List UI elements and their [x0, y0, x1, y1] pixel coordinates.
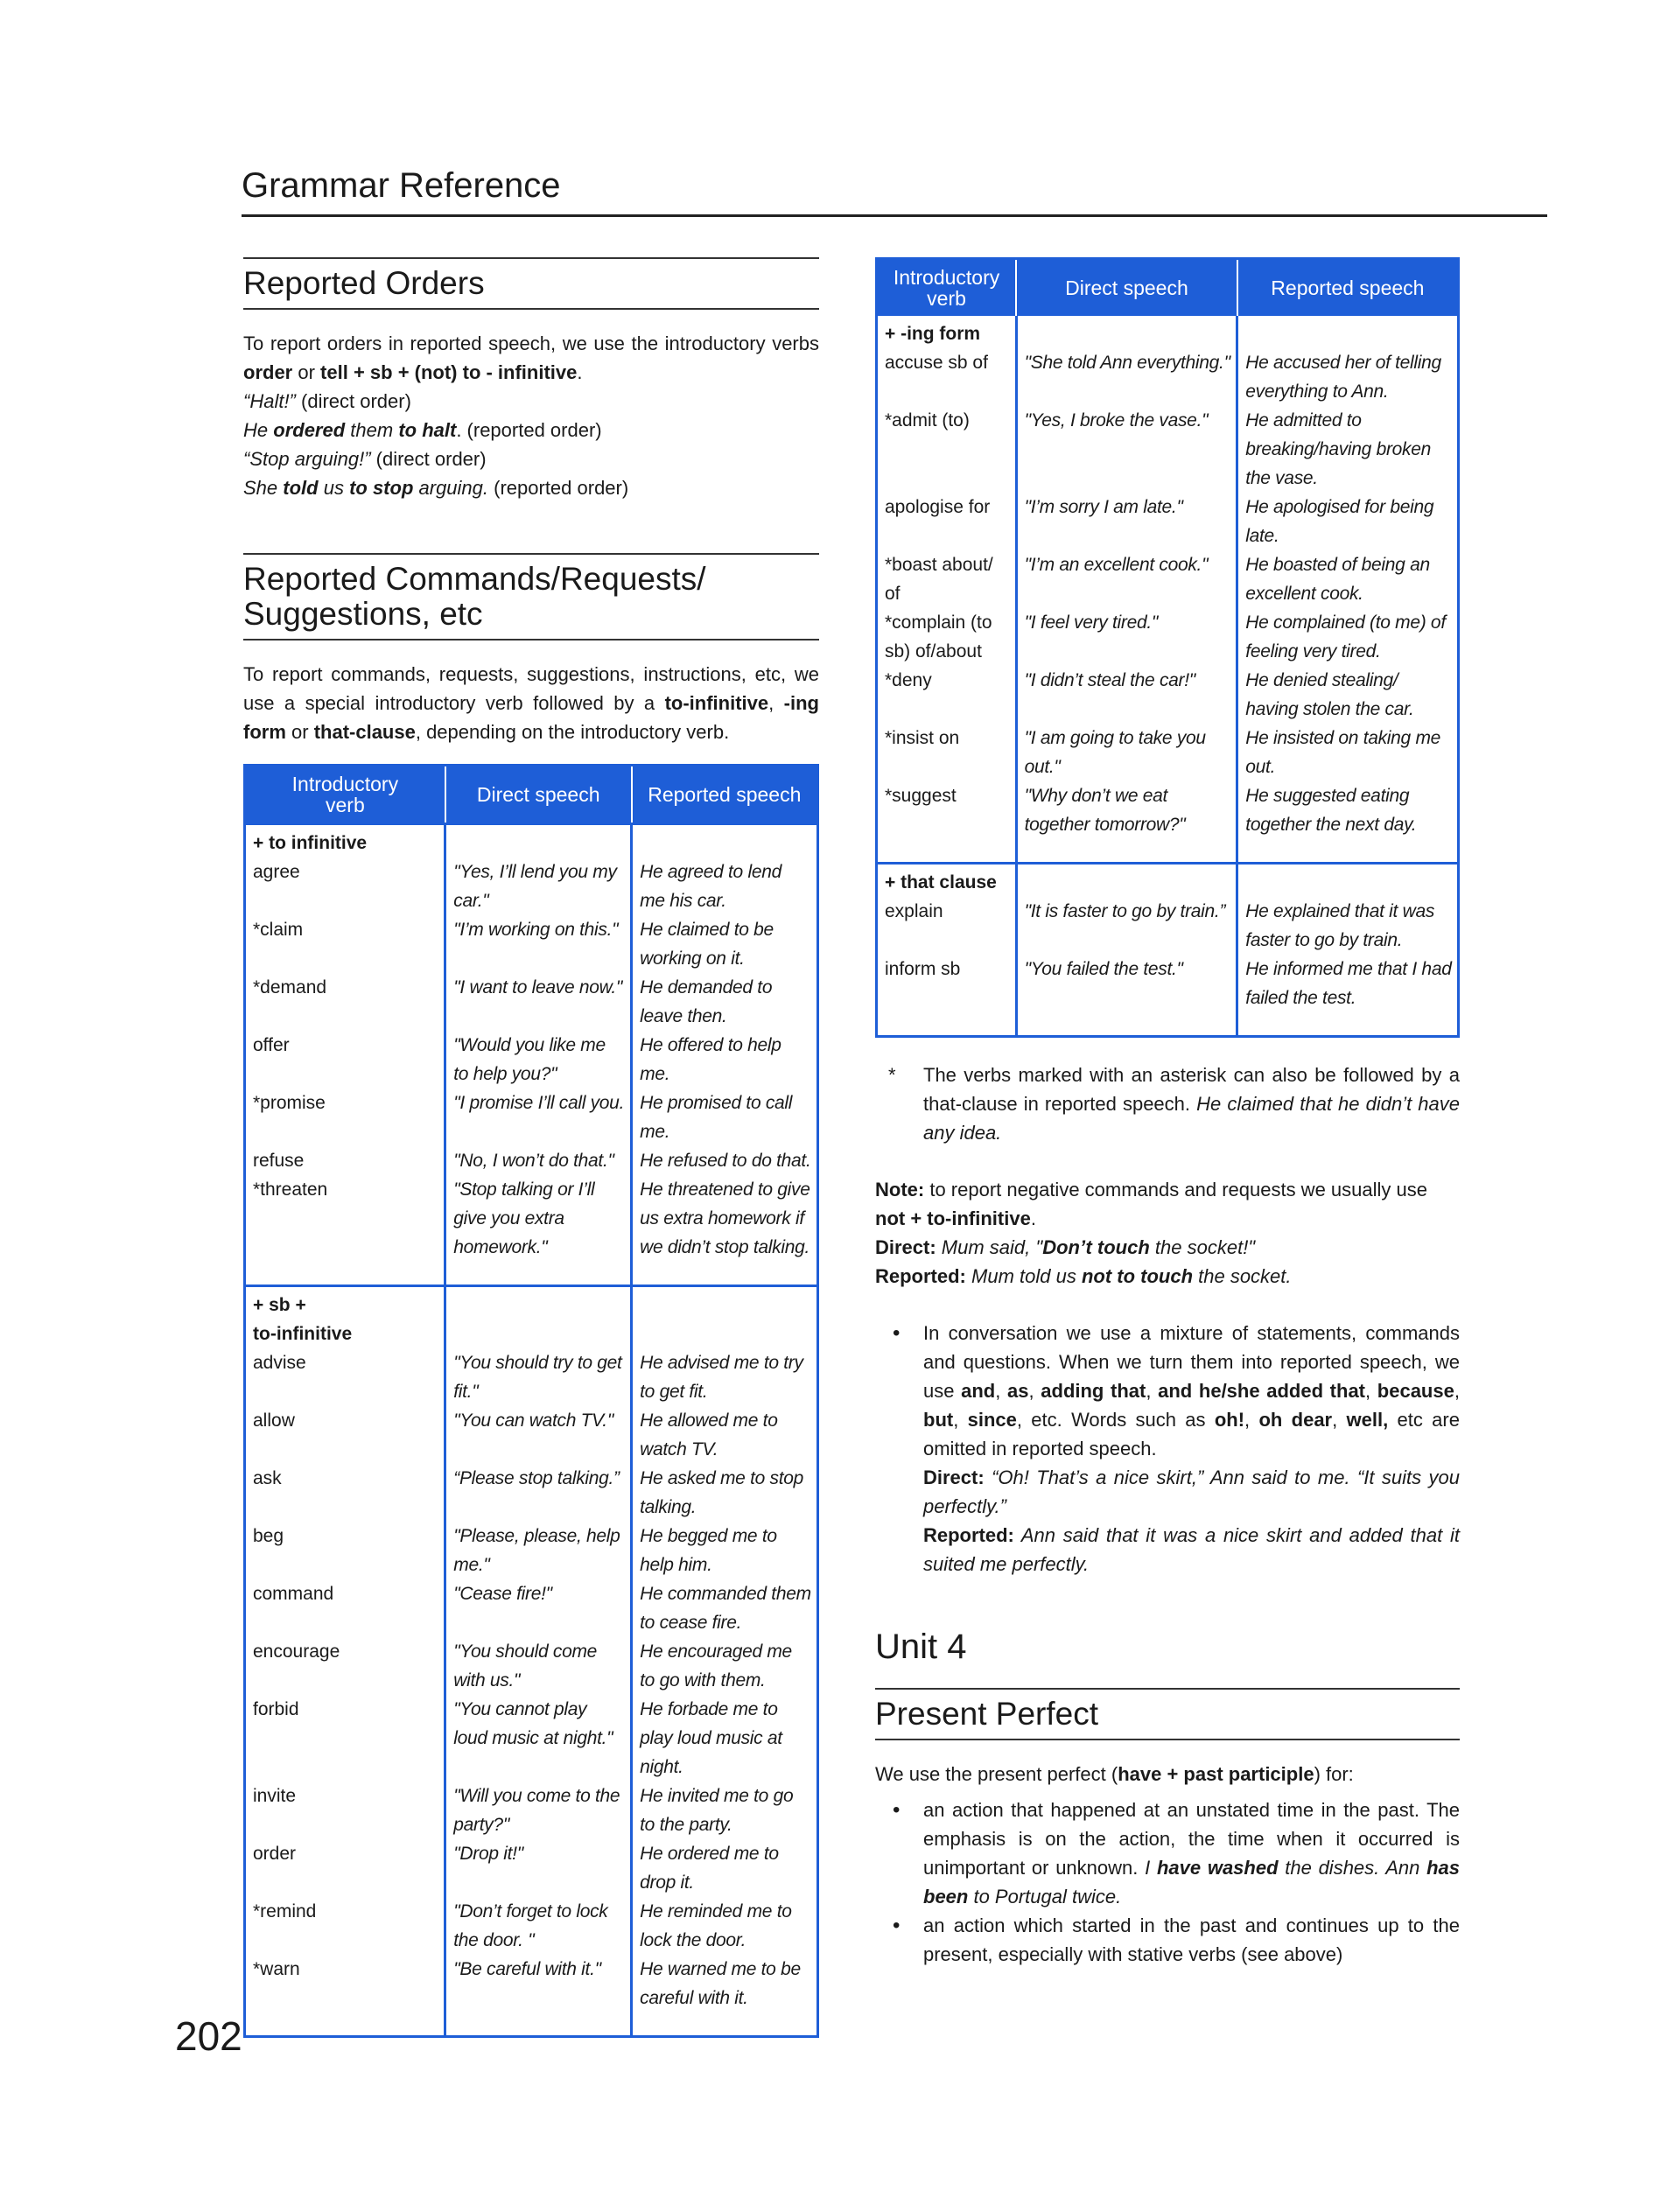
reported-speech-cell: He complained (to me) of feeling very tired.	[1237, 608, 1459, 666]
header-introductory-verb: Introductory verb	[245, 766, 445, 824]
reported-speech-cell: He demanded to leave then.	[632, 973, 818, 1031]
verb-cell: *insist on	[885, 728, 960, 748]
table-header-row	[245, 766, 818, 824]
direct-speech-cell: "I am going to take you out."	[1016, 724, 1237, 781]
reported-speech-cell: He suggested eating together the next day.	[1237, 781, 1459, 839]
reported-speech-cell: He allowed me to watch TV.	[632, 1406, 818, 1464]
header-direct-speech: Direct speech	[445, 766, 632, 824]
group-header-row	[245, 824, 818, 858]
table-row	[245, 973, 818, 1031]
example-4: She told us to stop arguing. (reported order)	[243, 477, 629, 499]
table-row	[877, 666, 1459, 724]
verb-cell: *suggest	[885, 786, 957, 806]
verb-cell: advise	[253, 1353, 306, 1373]
reported-speech-cell: He offered to help me.	[632, 1031, 818, 1088]
direct-speech-cell: "It is faster to go by train.”	[1016, 897, 1237, 955]
table-row	[245, 858, 818, 915]
direct-speech-cell: "Drop it!"	[445, 1839, 632, 1897]
note-reported-example: Reported: Mum told us not to touch the socket.	[875, 1265, 1292, 1287]
direct-speech-cell: "She told Ann everything."	[1016, 348, 1237, 406]
reported-orders-title: Reported Orders	[243, 257, 819, 310]
table-row	[245, 1897, 818, 1955]
direct-speech-cell: "You should come with us."	[445, 1637, 632, 1695]
direct-speech-cell: "I’m an excellent cook."	[1016, 550, 1237, 608]
direct-speech-cell: "Will you come to the party?"	[445, 1782, 632, 1839]
table-row	[877, 897, 1459, 955]
reported-speech-cell: He threatened to give us extra homework if we didn’t stop talking.	[632, 1175, 818, 1262]
table-row	[245, 1146, 818, 1175]
direct-speech-cell: "You should try to get fit."	[445, 1348, 632, 1406]
reported-speech-cell: He commanded them to cease fire.	[632, 1579, 818, 1637]
table-row	[877, 955, 1459, 1012]
direct-speech-cell: "I didn’t steal the car!"	[1016, 666, 1237, 724]
reported-speech-cell: He advised me to try to get fit.	[632, 1348, 818, 1406]
verb-cell: *admit (to)	[885, 410, 970, 430]
reported-speech-cell: He reminded me to lock the door.	[632, 1897, 818, 1955]
reported-speech-cell: He admitted to breaking/having broken the vase.	[1237, 406, 1459, 493]
header-reported-speech: Reported speech	[632, 766, 818, 824]
verb-cell: refuse	[253, 1151, 305, 1171]
verb-cell: *warn	[253, 1959, 300, 1979]
table-row	[245, 1695, 818, 1782]
verb-cell: apologise for	[885, 497, 991, 517]
verb-cell: command	[253, 1584, 334, 1604]
direct-speech-cell: "Yes, I’ll lend you my car."	[445, 858, 632, 915]
reported-orders-intro: To report orders in reported speech, we use the introductory verbs order or tell + sb + (not) to - infinitive.	[243, 332, 819, 383]
reported-speech-cell: He promised to call me.	[632, 1088, 818, 1146]
group-label: + to infinitive	[245, 824, 445, 858]
direct-speech-cell: “Please stop talking.”	[445, 1464, 632, 1522]
left-column	[243, 257, 819, 2038]
reported-speech-cell: He explained that it was faster to go by train.	[1237, 897, 1459, 955]
verb-cell: *deny	[885, 670, 932, 690]
table-row	[877, 550, 1459, 608]
verb-cell: *claim	[253, 920, 304, 940]
verb-cell: beg	[253, 1526, 284, 1546]
table-row	[245, 1088, 818, 1146]
reported-speech-cell: He boasted of being an excellent cook.	[1237, 550, 1459, 608]
table-row	[877, 406, 1459, 493]
group-label: + sb + to-infinitive	[245, 1286, 445, 1349]
direct-speech-cell: "I feel very tired."	[1016, 608, 1237, 666]
reported-speech-cell: He denied stealing/ having stolen the car.	[1237, 666, 1459, 724]
spacer-row	[877, 1012, 1459, 1037]
table-row	[245, 1175, 818, 1262]
direct-speech-cell: "I promise I’ll call you.	[445, 1088, 632, 1146]
reported-speech-cell: He informed me that I had failed the test.	[1237, 955, 1459, 1012]
direct-speech-cell: "Be careful with it."	[445, 1955, 632, 2012]
verb-cell: explain	[885, 901, 943, 921]
direct-speech-cell: "Stop talking or I’ll give you extra homework."	[445, 1175, 632, 1262]
table-row	[245, 915, 818, 973]
table-row	[245, 1522, 818, 1579]
reported-speech-cell: He claimed to be working on it.	[632, 915, 818, 973]
reported-verbs-table-right	[875, 257, 1460, 1038]
table-row	[245, 1464, 818, 1522]
verb-cell: inform sb	[885, 959, 961, 979]
verb-cell: ask	[253, 1468, 282, 1488]
negative-commands-note: Note: to report negative commands and requests we usually use not + to-infinitive. Direct: Mum said, "Don’t touch the socket!" Reported: Mum told us not to touch the socket.	[875, 1175, 1460, 1291]
table-row	[877, 493, 1459, 550]
spacer-row	[245, 1262, 818, 1286]
group-header-row	[877, 864, 1459, 898]
reported-commands-intro: To report commands, requests, suggestions, instructions, etc, we use a special introductory verb followed by a to-infinitive, -ing form or that-clause, depending on the introductory verb.	[243, 663, 819, 743]
table-row	[877, 348, 1459, 406]
table-row	[245, 1839, 818, 1897]
group-label: + that clause	[877, 864, 1017, 898]
group-header-row	[877, 316, 1459, 348]
reported-verbs-table-left	[243, 764, 819, 2038]
example-1: “Halt!” (direct order)	[243, 390, 411, 412]
list-item: • an action that happened at an unstated time in the past. The emphasis is on the action, the time when it occurred is unimportant or unknown. I have washed the dishes. Ann has been to Portugal twice.	[923, 1796, 1460, 1911]
direct-speech-cell: "You can watch TV."	[445, 1406, 632, 1464]
table-row	[245, 1579, 818, 1637]
present-perfect-title: Present Perfect	[875, 1688, 1460, 1740]
verb-cell: invite	[253, 1786, 297, 1806]
direct-speech-cell: "You failed the test."	[1016, 955, 1237, 1012]
reported-speech-cell: He forbade me to play loud music at night.	[632, 1695, 818, 1782]
table-row	[245, 1782, 818, 1839]
verb-cell: order	[253, 1844, 297, 1864]
group-label: + -ing form	[885, 324, 981, 344]
table-row	[245, 1637, 818, 1695]
spacer-row	[245, 2012, 818, 2037]
reported-speech-cell: He invited me to go to the party.	[632, 1782, 818, 1839]
page-title: Grammar Reference	[242, 166, 561, 205]
reported-speech-cell: He accused her of telling everything to Ann.	[1237, 348, 1459, 406]
reported-speech-cell: He encouraged me to go with them.	[632, 1637, 818, 1695]
spacer-row	[877, 839, 1459, 864]
verb-cell: *boast about/ of	[885, 555, 993, 604]
verb-cell: *remind	[253, 1901, 317, 1922]
table-row	[877, 608, 1459, 666]
conversation-bullet-list	[875, 1319, 1460, 1578]
direct-speech-cell: "I’m sorry I am late."	[1016, 493, 1237, 550]
reported-speech-cell: He warned me to be careful with it.	[632, 1955, 818, 2012]
verb-cell: *promise	[253, 1093, 326, 1113]
direct-speech-cell: "Yes, I broke the vase."	[1016, 406, 1237, 493]
table-row	[245, 1348, 818, 1406]
present-perfect-bullet-list	[875, 1796, 1460, 1969]
table-header-row	[877, 259, 1459, 317]
table-row	[245, 1031, 818, 1088]
table-row	[245, 1406, 818, 1464]
table-row	[877, 724, 1459, 781]
note-direct-example: Direct: Mum said, "Don’t touch the socket!"	[875, 1236, 1256, 1258]
table-row	[245, 1955, 818, 2012]
verb-cell: *threaten	[253, 1180, 328, 1200]
verb-cell: *demand	[253, 977, 327, 998]
table-row	[877, 781, 1459, 839]
direct-speech-cell: "No, I won’t do that."	[445, 1146, 632, 1175]
verb-cell: *complain (to sb) of/about	[885, 612, 992, 662]
reported-speech-cell: He begged me to help him.	[632, 1522, 818, 1579]
reported-speech-cell: He refused to do that.	[632, 1146, 818, 1175]
reported-speech-cell: He ordered me to drop it.	[632, 1839, 818, 1897]
verb-cell: offer	[253, 1035, 290, 1055]
reported-speech-cell: He insisted on taking me out.	[1237, 724, 1459, 781]
present-perfect-intro: We use the present perfect (have + past participle) for:	[875, 1763, 1354, 1785]
direct-speech-cell: "You cannot play loud music at night."	[445, 1695, 632, 1782]
direct-speech-cell: "Please, please, help me."	[445, 1522, 632, 1579]
direct-speech-cell: "I’m working on this."	[445, 915, 632, 973]
verb-cell: agree	[253, 862, 300, 882]
reported-speech-cell: He agreed to lend me his car.	[632, 858, 818, 915]
reported-commands-title: Reported Commands/Requests/ Suggestions, etc	[243, 553, 819, 640]
reported-speech-cell: He asked me to stop talking.	[632, 1464, 818, 1522]
verb-cell: accuse sb of	[885, 353, 988, 373]
example-3: “Stop arguing!” (direct order)	[243, 448, 487, 470]
verb-cell: allow	[253, 1410, 295, 1431]
header-reported-speech: Reported speech	[1237, 259, 1459, 317]
header-introductory-verb: Introductory verb	[877, 259, 1017, 317]
asterisk-note: * The verbs marked with an asterisk can also be followed by a that-clause in reported speech. He claimed that he didn’t have any idea.	[888, 1064, 1460, 1144]
example-2: He ordered them to halt. (reported order)	[243, 419, 602, 441]
list-item: • an action which started in the past and continues up to the present, especially with stative verbs (see above)	[923, 1911, 1460, 1969]
list-item: • In conversation we use a mixture of statements, commands and questions. When we turn them into reported speech, we use and, as, adding that, and he/she added that, because, but, since, etc. Words such as oh!, oh dear, well, etc are omitted in reported speech. Direct: “Oh! That’s a nice skirt,” Ann said to me. “It suits you perfectly.” Reported: Ann said that it was a nice skirt and added that it suited me perfectly.	[923, 1319, 1460, 1578]
page-number: 202	[175, 2013, 242, 2059]
verb-cell: encourage	[253, 1642, 340, 1662]
page-header	[242, 166, 1547, 217]
direct-speech-cell: "Don’t forget to lock the door. "	[445, 1897, 632, 1955]
reported-speech-cell: He apologised for being late.	[1237, 493, 1459, 550]
group-header-row	[245, 1286, 818, 1349]
direct-speech-cell: "Cease fire!"	[445, 1579, 632, 1637]
unit-4-title: Unit 4	[875, 1628, 967, 1666]
direct-speech-cell: "Would you like me to help you?"	[445, 1031, 632, 1088]
direct-speech-cell: "Why don’t we eat together tomorrow?"	[1016, 781, 1237, 839]
header-direct-speech: Direct speech	[1016, 259, 1237, 317]
right-column	[875, 257, 1460, 1969]
verb-cell: forbid	[253, 1699, 299, 1719]
direct-speech-cell: "I want to leave now."	[445, 973, 632, 1031]
